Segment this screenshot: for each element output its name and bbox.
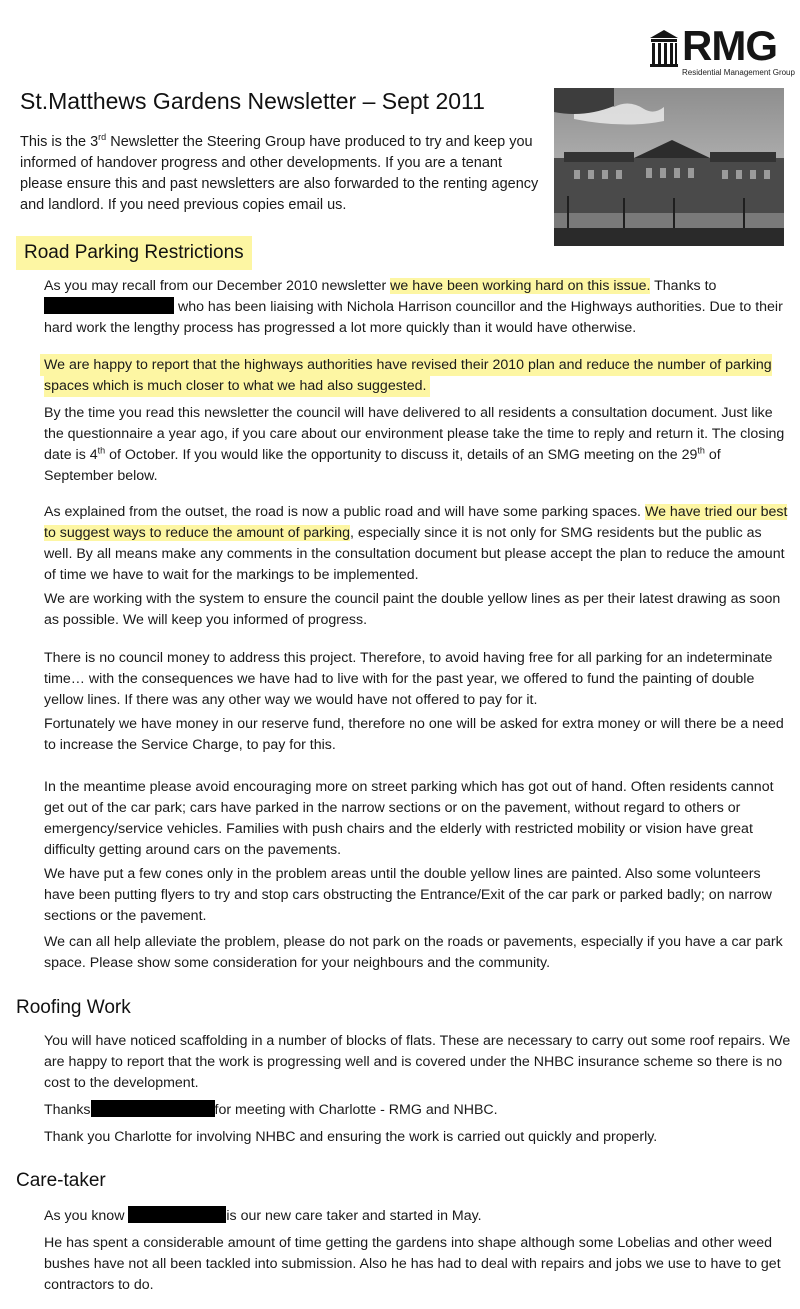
caretaker-heading: Care-taker	[16, 1170, 106, 1191]
newsletter-title: St.Matthews Gardens Newsletter – Sept 2011	[20, 88, 485, 114]
roofing-paragraph-3: Thank you Charlotte for involving NHBC and ensuring the work is carried out quickly and properly.	[44, 1129, 658, 1145]
road-paragraph-4: As explained from the outset, the road is now a public road and will have some parking spaces. We have tried our best to suggest ways to reduce the amount of parking, especially since it is not only for SMG residents but the public as well. By all means make any comments in the consultation document but please accept the plan to reduce the amount of time we have to wait for the markings to be implemented.	[44, 504, 788, 583]
road-parking-heading: Road Parking Restrictions	[16, 236, 252, 270]
road-paragraph-9: We have put a few cones only in the problem areas until the double yellow lines are painted. Also some volunteers have been putting flyers to try and stop cars obstructing the Entrance/Exit of the car park or parked badly; on narrow sections or the pavement.	[44, 866, 772, 924]
building-photo	[554, 88, 784, 246]
caretaker-paragraph-2: He has spent a considerable amount of time getting the gardens into shape although some Lobelias and other weed bushes have not all been tackled into submission. Also he has had to deal with repairs and jobs we use to have to get contractors to do.	[44, 1235, 781, 1293]
road-paragraph-8: In the meantime please avoid encouraging more on street parking which has got out of hand. Often residents cannot get out of the car park; cars have parked in the narrow sections or on the pavement, without regard to others or emergency/service vehicles. Families with push chairs and the elderly with restricted mobility or vision have great difficulty getting around cars on the pavements.	[44, 779, 774, 858]
road-paragraph-6: There is no council money to address this project. Therefore, to avoid having free for all parking for an indeterminate time… with the consequences we have had to live with for the past year, we offered to fund the painting of double yellow lines. If there was any other way we would have not offered to pay for it.	[44, 650, 773, 708]
road-paragraph-3: By the time you read this newsletter the council will have delivered to all residents a consultation document. Just like the questionnaire a year ago, if you care about our environment please take the time to reply and return it. The closing date is 4th of October. If you would like the opportunity to discuss it, details of an SMG meeting on the 29th of September below.	[44, 405, 785, 484]
logo-subtitle: Residential Management Group	[682, 68, 795, 77]
redacted-name	[44, 297, 174, 314]
roofing-paragraph-1: You will have noticed scaffolding in a number of blocks of flats. These are necessary to carry out some roof repairs. We are happy to report that the work is progressing well and is covered under the NHBC insurance scheme so there is no cost to the development.	[44, 1033, 791, 1091]
road-paragraph-1: As you may recall from our December 2010 newsletter we have been working hard on this issue. Thanks to who has been liaising with Nichola Harrison councillor and the Highways authorities. Due to their hard work the lengthy process has progressed a lot more quickly than it would have otherwise.	[44, 278, 783, 336]
roofing-paragraph-2: Thanks for meeting with Charlotte - RMG and NHBC.	[44, 1102, 498, 1118]
roofing-heading: Roofing Work	[16, 997, 131, 1018]
intro-paragraph: This is the 3rd Newsletter the Steering Group have produced to try and keep you informed of handover progress and other developments. If you are a tenant please ensure this and past newsletters are also forwarded to the renting agency and landlord. If you need previous copies email us.	[20, 132, 539, 213]
road-paragraph-10: We can all help alleviate the problem, please do not park on the roads or pavements, especially if you have a car park space. Please show some consideration for your neighbours and the community.	[44, 934, 783, 971]
road-paragraph-2: We are happy to report that the highways authorities have revised their 2010 plan and reduce the number of parking spaces which is much closer to what we had also suggested.	[44, 355, 792, 397]
rmg-logo	[648, 22, 795, 80]
road-paragraph-7: Fortunately we have money in our reserve fund, therefore no one will be asked for extra money or will there be a need to increase the Service Charge, to pay for this.	[44, 716, 784, 753]
caretaker-paragraph-1: As you know is our new care taker and started in May.	[44, 1208, 482, 1224]
redacted-name	[91, 1100, 215, 1117]
logo-text: RMG	[682, 22, 777, 69]
road-paragraph-5: We are working with the system to ensure the council paint the double yellow lines as per their latest drawing as soon as possible. We will keep you informed of progress.	[44, 591, 781, 628]
building-icon	[648, 28, 680, 68]
redacted-name	[128, 1206, 226, 1223]
